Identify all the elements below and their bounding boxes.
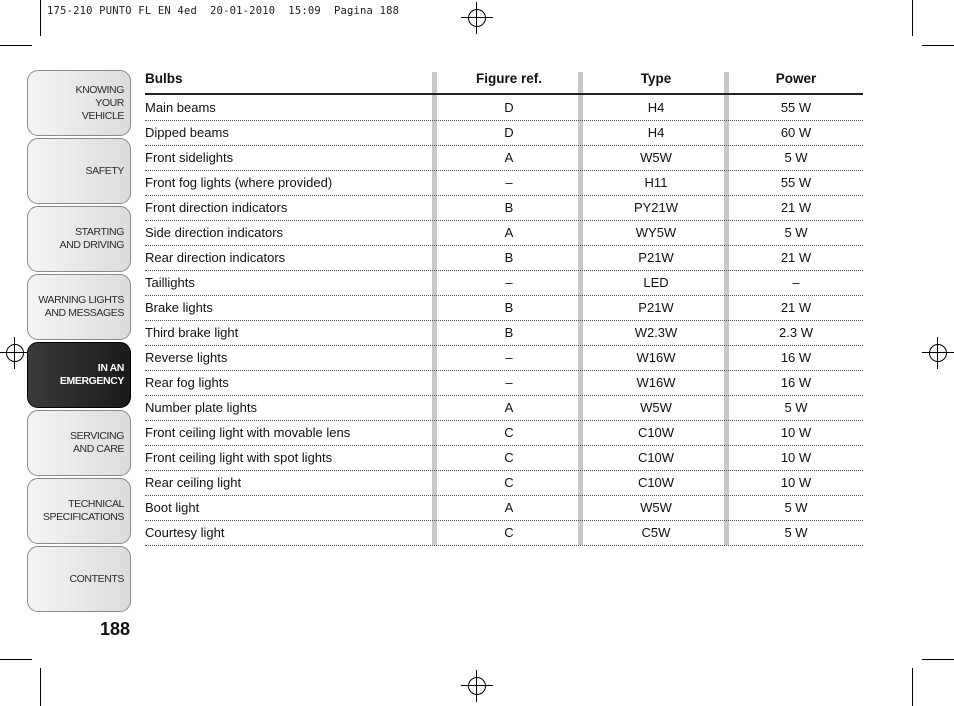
registration-mark	[461, 2, 493, 34]
figure-ref: –	[505, 275, 513, 290]
bulb-power: 21 W	[780, 300, 812, 315]
bulb-type: W2.3W	[634, 325, 678, 340]
bulb-name: Front fog lights (where provided)	[145, 175, 333, 190]
bulb-type: P21W	[638, 300, 674, 315]
bulb-type: C10W	[637, 425, 675, 440]
table-row	[145, 270, 863, 296]
bulb-name: Rear ceiling light	[145, 475, 242, 490]
table-row	[145, 420, 863, 446]
bulb-power: 55 W	[780, 175, 812, 190]
tab-technical-specifications[interactable]	[27, 478, 131, 544]
figure-ref: A	[504, 225, 514, 240]
figure-ref: B	[504, 200, 514, 215]
bulb-name: Side direction indicators	[145, 225, 284, 240]
tab-label: STARTING AND DRIVING	[59, 226, 124, 251]
bulb-type: H11	[644, 175, 668, 190]
figure-ref: B	[504, 250, 514, 265]
bulb-name: Main beams	[145, 100, 216, 115]
table-row	[145, 345, 863, 371]
figure-ref: C	[504, 475, 514, 490]
bulb-power: 10 W	[780, 450, 812, 465]
bulb-name: Rear fog lights	[145, 375, 229, 390]
tab-servicing-and-care[interactable]	[27, 410, 131, 476]
bulb-power: 2.3 W	[779, 325, 813, 340]
header-power: Power	[775, 71, 817, 86]
table-row	[145, 495, 863, 521]
bulb-power: 5 W	[784, 225, 808, 240]
figure-ref: D	[504, 125, 514, 140]
bulb-type: WY5W	[635, 225, 677, 240]
figure-ref: A	[504, 400, 514, 415]
bulb-name: Number plate lights	[145, 400, 257, 415]
bulb-type: W5W	[640, 400, 672, 415]
tab-in-an-emergency[interactable]	[27, 342, 131, 408]
figure-ref: –	[505, 350, 513, 365]
crop-mark	[922, 45, 954, 46]
bulb-type: W5W	[640, 150, 672, 165]
tab-label: IN AN EMERGENCY	[59, 362, 124, 387]
bulb-name: Front sidelights	[145, 150, 234, 165]
bulb-name: Boot light	[145, 500, 200, 515]
bulb-power: 21 W	[780, 250, 812, 265]
bulb-type: LED	[643, 275, 669, 290]
tab-contents[interactable]	[27, 546, 131, 612]
bulb-name: Third brake light	[145, 325, 239, 340]
table-row	[145, 120, 863, 146]
bulb-type: W16W	[636, 375, 676, 390]
crop-mark	[40, 668, 41, 706]
header-type: Type	[640, 71, 672, 86]
table-row	[145, 195, 863, 221]
bulb-type: W16W	[636, 350, 676, 365]
bulb-power: 5 W	[784, 400, 808, 415]
figure-ref: A	[504, 500, 514, 515]
table-row	[145, 245, 863, 271]
bulb-power: 5 W	[784, 525, 808, 540]
header-figure-ref: Figure ref.	[475, 71, 542, 86]
crop-mark	[922, 659, 954, 660]
bulb-power: 55 W	[780, 100, 812, 115]
table-header	[145, 68, 863, 95]
bulb-name: Courtesy light	[145, 525, 225, 540]
tab-label: KNOWING YOUR VEHICLE	[75, 83, 124, 122]
figure-ref: –	[505, 175, 513, 190]
registration-mark	[461, 670, 493, 702]
header-bulbs: Bulbs	[145, 71, 183, 86]
bulb-type: C5W	[641, 525, 671, 540]
table-row	[145, 295, 863, 321]
crop-mark	[0, 45, 32, 46]
table-row	[145, 395, 863, 421]
bulb-power: 10 W	[780, 475, 812, 490]
tab-knowing-your-vehicle[interactable]	[27, 70, 131, 136]
table-row	[145, 445, 863, 471]
bulb-name: Front ceiling light with movable lens	[145, 425, 351, 440]
table-row	[145, 220, 863, 246]
figure-ref: B	[504, 300, 514, 315]
bulb-power: 16 W	[780, 350, 812, 365]
tab-safety[interactable]	[27, 138, 131, 204]
table-row	[145, 170, 863, 196]
figure-ref: C	[504, 525, 514, 540]
table-row	[145, 370, 863, 396]
bulb-power: 5 W	[784, 150, 808, 165]
bulb-type: W5W	[640, 500, 672, 515]
table-row	[145, 470, 863, 496]
bulb-power: 21 W	[780, 200, 812, 215]
crop-mark	[912, 668, 913, 706]
registration-mark	[922, 337, 954, 369]
figure-ref: B	[504, 325, 514, 340]
tab-label: SERVICING AND CARE	[70, 430, 124, 455]
bulb-type: C10W	[637, 475, 675, 490]
print-header: 175-210 PUNTO FL EN 4ed 20-01-2010 15:09 Pagina 188	[47, 5, 400, 17]
figure-ref: C	[504, 425, 514, 440]
tab-label: WARNING LIGHTS AND MESSAGES	[38, 294, 124, 319]
bulb-power: 10 W	[780, 425, 812, 440]
bulb-power: 16 W	[780, 375, 812, 390]
bulb-name: Rear direction indicators	[145, 250, 286, 265]
crop-mark	[0, 659, 32, 660]
crop-mark	[40, 0, 41, 36]
tab-starting-and-driving[interactable]	[27, 206, 131, 272]
figure-ref: A	[504, 150, 514, 165]
table-row	[145, 520, 863, 546]
bulb-name: Brake lights	[145, 300, 213, 315]
tab-label: SAFETY	[85, 164, 124, 177]
table-row	[145, 320, 863, 346]
bulb-name: Front ceiling light with spot lights	[145, 450, 333, 465]
tab-label: TECHNICAL SPECIFICATIONS	[42, 498, 124, 523]
bulb-power: 5 W	[784, 500, 808, 515]
table-row	[145, 95, 863, 121]
bulb-name: Front direction indicators	[145, 200, 288, 215]
crop-mark	[912, 0, 913, 36]
bulb-type: H4	[647, 100, 665, 115]
tab-warning-lights[interactable]	[27, 274, 131, 340]
page-number: 188	[100, 619, 131, 639]
tab-label: CONTENTS	[69, 572, 124, 585]
bulb-type: PY21W	[633, 200, 679, 215]
figure-ref: C	[504, 450, 514, 465]
bulb-type: P21W	[638, 250, 674, 265]
bulb-power: 60 W	[780, 125, 812, 140]
bulb-type: C10W	[637, 450, 675, 465]
bulb-type: H4	[647, 125, 665, 140]
bulb-name: Dipped beams	[145, 125, 229, 140]
bulb-name: Reverse lights	[145, 350, 228, 365]
bulb-power: –	[792, 275, 800, 290]
figure-ref: –	[505, 375, 513, 390]
figure-ref: D	[504, 100, 514, 115]
table-row	[145, 145, 863, 171]
bulb-name: Taillights	[145, 275, 195, 290]
